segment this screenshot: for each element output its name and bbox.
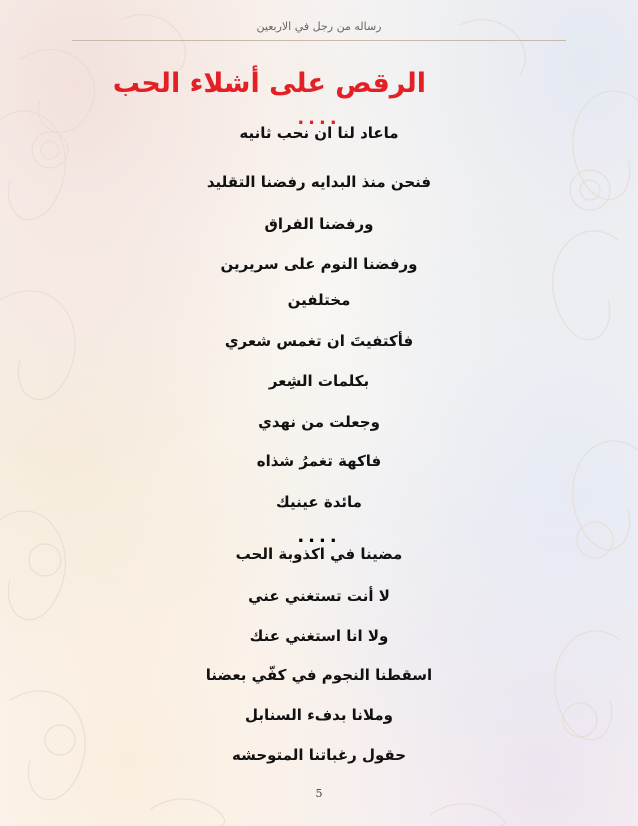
verse-line: مضينا في اكذوبة الحب bbox=[235, 545, 403, 563]
verse-line: مائدة عينيك bbox=[276, 493, 362, 511]
separator-dots: .... bbox=[297, 108, 341, 129]
verse-line: اسقطنا النجوم في كفّي بعضنا bbox=[205, 666, 433, 684]
verse-line: مختلفين bbox=[287, 291, 351, 309]
verse-line: فأكتفيتَ ان تغمس شعري bbox=[224, 332, 414, 350]
verse-line: وملانا بدفء السنابل bbox=[245, 706, 393, 724]
verse-line: لا أنت تستغني عني bbox=[248, 587, 390, 605]
verse-line: ماعاد لنا ان نحب ثانيه bbox=[239, 124, 399, 142]
header-divider bbox=[72, 40, 566, 41]
verse-line: حقول رغباتنا المتوحشه bbox=[231, 746, 407, 764]
verse-line: فاكهة تغمرُ شذاه bbox=[256, 452, 382, 470]
verse-line: وجعلت من نهدي bbox=[258, 413, 380, 431]
verse-line: ورفضنا النوم على سريرين bbox=[220, 255, 418, 273]
page-number: 5 bbox=[315, 787, 323, 800]
running-header: رساله من رجل في الاربعين bbox=[256, 20, 382, 33]
verse-line: فنحن منذ البدايه رفضنا التقليد bbox=[206, 173, 432, 191]
poem-title: الرقص على أشلاء الحب bbox=[112, 68, 426, 99]
verse-line: بكلمات الشِعر bbox=[268, 372, 370, 390]
verse-line: ولا انا استغني عنك bbox=[249, 627, 389, 645]
separator-dots: .... bbox=[297, 526, 341, 547]
verse-line: ورفضنا الفراق bbox=[264, 215, 374, 233]
